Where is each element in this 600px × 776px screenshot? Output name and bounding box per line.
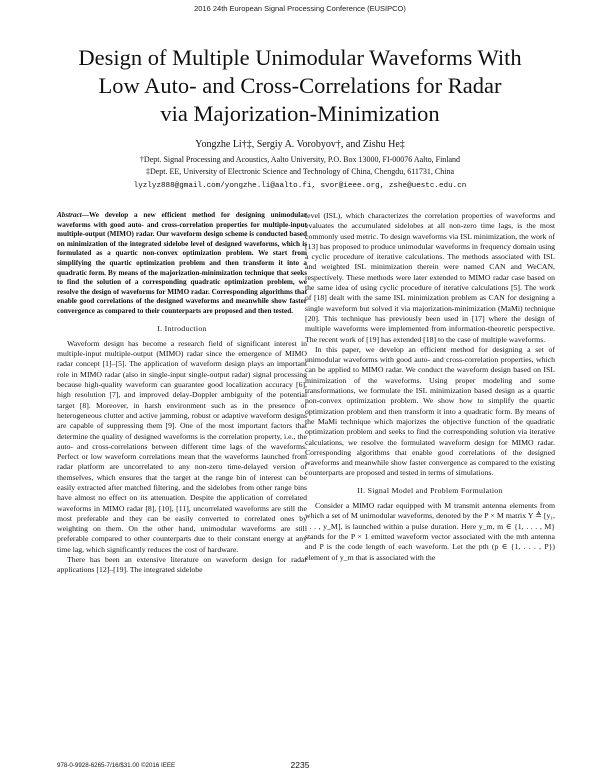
title-line-2: Low Auto- and Cross-Correlations for Radar <box>98 73 502 98</box>
abstract-label: Abstract— <box>57 211 89 219</box>
section-heading-signal-model: II. Signal Model and Problem Formulation <box>357 485 503 495</box>
page-number: 2235 <box>290 760 310 770</box>
abstract-text: We develop a new efficient method for designing unimodular waveforms with good auto- and cross-correlation properties for multiple-input multiple-output (MIMO) radar. Our waveform design scheme is conducted based on minimization of the integrated sidelobe level of designed waveforms, which is formulated as a quartic non-convex optimization problem. We start from simplifying the quartic optimization problem and then transform it into a quadratic form. By means of the majorization-minimization technique that seeks to find the solution of a corresponding quadratic optimization problem, we resolve the design of waveforms for MIMO radar. Corresponding algorithms that enable good correlations of the designed waveforms and meanwhile show faster convergence as compared to their counterparts are proposed and then tested. <box>57 211 307 315</box>
right-column <box>305 211 555 563</box>
section-heading-introduction: I. Introduction <box>157 323 207 333</box>
intro-paragraph-3: level (ISL), which characterizes the correlation properties of waveforms and evaluates the accumulated sidelobes at all non-zero time lags, is the most commonly used metric. To design waveforms via ISL minimization, the work of [13] has proposed to produce unimodular waveforms in frequency domain using a cyclic procedure of iterative calculations. The methods associated with ISL and weighted ISL minimization therein were named CAN and WeCAN, respectively. These methods were later extended to MIMO radar case based on the same idea of using cyclic procedure of iterative calculations [5]. The work of [18] dealt with the same ISL minimization problem as CAN for designing a single waveform but solved it via majorization-minimization (MaMi) technique [20]. This technique has previously been used in [17] where the design of multiple waveforms were implemented from information-theoretic perspective. The recent work of [19] has extended [18] to the case of multiple waveforms. <box>305 211 555 344</box>
intro-paragraph-4: In this paper, we develop an efficient method for designing a set of unimodular waveforms with good auto- and cross-correlation properties, which can be applied to MIMO radar. We conduct the waveform design based on ISL minimization of the waveforms. Using proper modeling and some transformations, we formulate the ISL minimization based design as a quartic non-convex optimization problem. We show how to simplify the quartic optimization problem and then transform it into a quadratic form. By means of the MaMi technique which majorizes the objective function of the quadratic optimization problem and seeks to find the corresponding solution via iterative calculations, we resolve the formulated waveform design for MIMO radar. Corresponding algorithms that enable good correlations of the designed waveforms and meanwhile show faster convergence as compared to the existing counterparts are proposed and tested in terms of simulations. <box>305 344 555 478</box>
intro-paragraph-1: Waveform design has become a research field of significant interest in multiple-input multiple-output (MIMO) radar since the emergence of MIMO radar concept [1]–[5]. The application of waveform design plays an important role in MIMO radar (also in single-input single-output radar) signal processing because high-quality waveform can guarantee good localization accuracy [6], high resolution [7], and improved delay-Doppler ambiguity of the potential target [8]. Moreover, in harsh environment such as in the presence of heterogeneous clutter and active jamming, robust or adaptive waveform designs are capable of suppressing them [9]. One of the most important factors that determine the quality of designed waveforms is the correlation property, i.e., the auto- and cross-correlations between different time lags of the waveforms. Perfect or low waveform correlations mean that the waveforms launched from radar platform are uncorrelated to any non-zero time-delayed version of themselves, which ensures that the target at the range bin of interest can be easily extracted after matched filtering, and the sidelobes from other range bins have almost no effect on its attenuation. Despite the application of correlated waveforms in MIMO radar [8], [10], [11], uncorrelated waveforms are still the most preferable and they can be easily converted to correlated ones by weighting on them. On the other hand, unimodular waveforms are still preferable compared to other counterparts due to their constant energy at any time lag, which significantly reduces the cost of hardware. <box>57 338 307 554</box>
author-emails: lyzlyz888@gmail.com/yongzhe.li@aalto.fi, svor@ieee.org, zshe@uestc.edu.cn <box>133 182 467 190</box>
affiliation-1: †Dept. Signal Processing and Acoustics, Aalto University, P.O. Box 13000, FI-00076 Aalto, Finland <box>139 155 461 164</box>
paper-title <box>40 44 560 128</box>
affiliation-2: ‡Dept. EE, University of Electronic Science and Technology of China, Chengdu, 611731, China <box>145 167 455 176</box>
isbn-footer: 978-0-9928-6265-7/16/$31.00 ©2016 IEEE <box>57 762 176 769</box>
signal-model-paragraph-1: Consider a MIMO radar equipped with M transmit antenna elements from which a set of M unimodular waveforms, denoted by the P × M matrix Y ≜ [y₁, . . . , y_M], is launched within a pulse duration. Here y_m, m ∈ {1, . . . , M} stands for the P × 1 emitted waveform vector associated with the mth antenna and P is the code length of each waveform. Let the pth (p ∈ {1, . . . , P}) element of y_m that is associated with the <box>305 501 555 562</box>
left-column <box>57 211 307 576</box>
title-line-1: Design of Multiple Unimodular Waveforms With <box>78 45 522 70</box>
abstract <box>57 211 307 317</box>
author-list: Yongzhe Li†‡, Sergiy A. Vorobyov†, and Zishu He‡ <box>195 139 405 150</box>
title-line-3: via Majorization-Minimization <box>160 101 440 126</box>
intro-paragraph-2: There has been an extensive literature on waveform design for radar applications [12]–[19]. The integrated sidelobe <box>57 555 307 575</box>
conference-header: 2016 24th European Signal Processing Conference (EUSIPCO) <box>194 4 406 13</box>
